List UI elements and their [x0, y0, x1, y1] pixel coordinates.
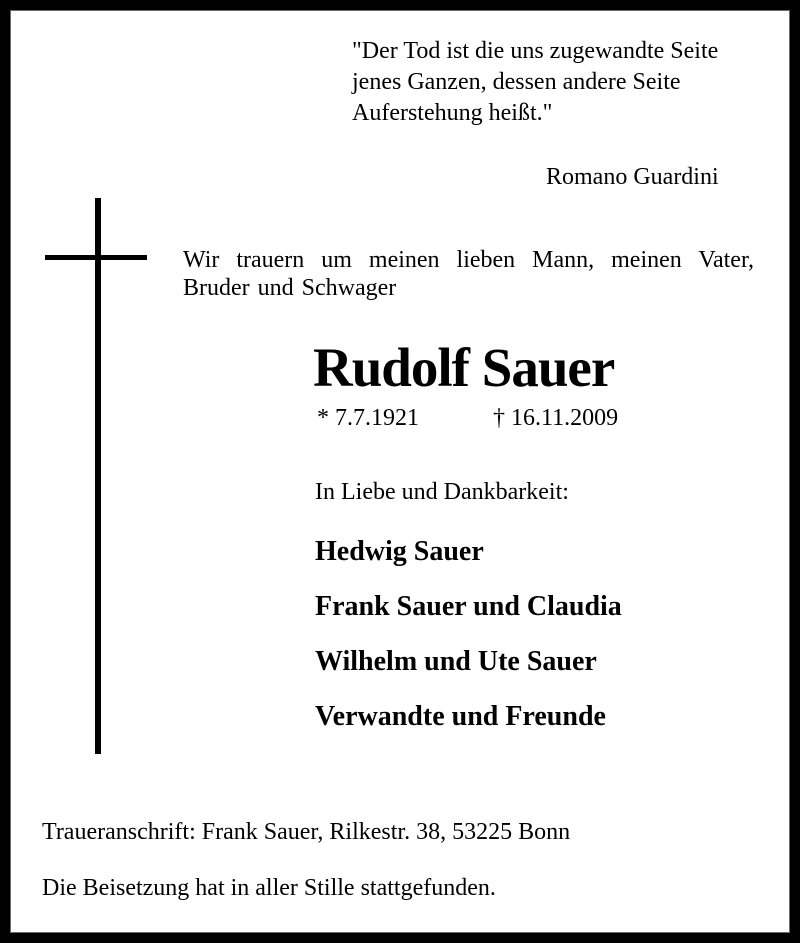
obituary-notice [10, 10, 790, 933]
thanks-line: In Liebe und Dankbarkeit: [315, 479, 569, 505]
mourning-intro-text: Wir trauern um meinen lieben Mann, meinen Vater, Bruder und Schwager [183, 247, 754, 301]
deceased-name: Rudolf Sauer [313, 337, 615, 398]
life-dates [317, 405, 618, 432]
cross-vertical-bar [95, 198, 101, 754]
mourner-name: Verwandte und Freunde [315, 701, 606, 732]
mourner-name: Frank Sauer und Claudia [315, 591, 622, 622]
mourner-name: Hedwig Sauer [315, 536, 484, 567]
quote-line: Auferstehung heißt." [352, 100, 553, 126]
quote-line: "Der Tod ist die uns zugewandte Seite [352, 38, 719, 64]
quote-author: Romano Guardini [546, 164, 719, 190]
cross-horizontal-bar [45, 255, 147, 260]
quote-line: jenes Ganzen, dessen andere Seite [352, 69, 681, 95]
epigraph-quote [352, 36, 718, 129]
mourners-list [315, 535, 622, 755]
death-date: † 16.11.2009 [493, 405, 619, 431]
mourner-name: Wilhelm und Ute Sauer [315, 646, 597, 677]
burial-note: Die Beisetzung hat in aller Stille stattgefunden. [42, 875, 496, 901]
mourning-address: Traueranschrift: Frank Sauer, Rilkestr. 38, 53225 Bonn [42, 819, 571, 845]
birth-date: * 7.7.1921 [317, 405, 419, 431]
